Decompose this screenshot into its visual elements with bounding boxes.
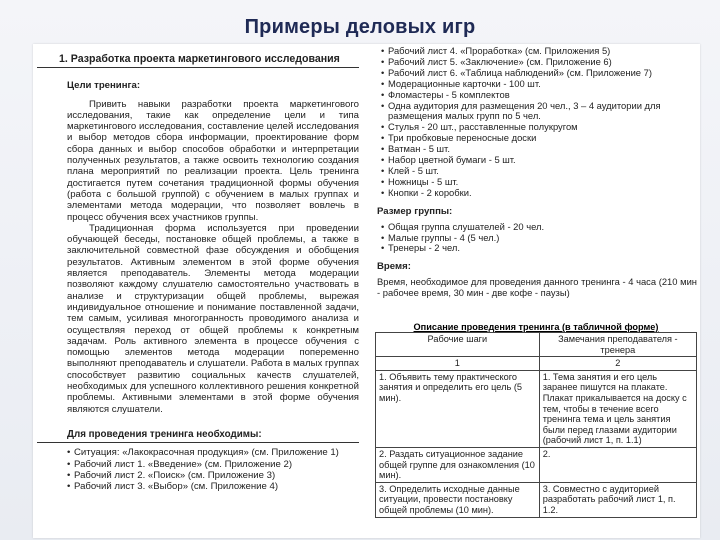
table-row	[376, 370, 697, 447]
training-description-table	[375, 332, 697, 518]
right-column	[373, 46, 697, 299]
needs-heading: Для проведения тренинга необходимы:	[37, 429, 359, 443]
list-item: • Ситуация: «Лакокрасочная продукция» (см. Приложение 1)	[67, 447, 359, 458]
note-cell: 1. Тема занятия и его цель заранее пишутся на плакате. Плакат прикалывается на доску с тем, чтобы в течение всего тренинга тема и цель занятия были перед глазами аудитории (рабочий лист 1, п. 1.1)	[539, 370, 696, 447]
list-item: • Три пробковые переносные доски	[381, 133, 697, 144]
group-size-heading: Размер группы:	[377, 205, 453, 217]
list-item: • Рабочий лист 5. «Заключение» (см. Приложение 6)	[381, 57, 697, 68]
list-item: • Набор цветной бумаги - 5 шт.	[381, 155, 697, 166]
goals-paragraph-2: Традиционная форма используется при проведении обучающей беседы, постановке общей проблемы, а также в заключительной совместной фазе обсуждения и обобщения результатов. Активным элементом в этой форме обучения является преподаватель. Элементы метода модерации позволяют каждому слушателю самостоятельно участвовать в анализе и структуризации общей проблемы, вырежая индивидуальное отношение и понимание поставленной задачи, тем самым, усиливая многогранность проводимого анализа и осуществляя переход от общей проблемы к конкретным задачам. Роль активного элемента в процессе обучения с помощью элементов метода модерации попеременно выполняют преподаватель и слушатели. Работа в малых группах способствует развитию социальных качеств слушателей, необходимых для успешного коллективного решения конкретной проблемы. Активными элементами в этой форме обучения являются слушатели.	[67, 222, 359, 415]
list-item: • Рабочий лист 2. «Поиск» (см. Приложение 3)	[67, 470, 359, 481]
table-row	[376, 482, 697, 517]
step-cell: 1. Объявить тему практического занятия и определить его цель (5 мин).	[376, 370, 540, 447]
list-item: • Одна аудитория для размещения 20 чел., 3 – 4 аудитории для размещения малых групп по 5 чел.	[381, 101, 697, 123]
goals-heading: Цели тренинга:	[67, 80, 141, 92]
list-item: • Общая группа слушателей - 20 чел.	[381, 222, 697, 233]
list-item: • Малые группы - 4 (5 чел.)	[381, 233, 697, 244]
list-item: • Стулья - 20 шт., расставленные полукругом	[381, 122, 697, 133]
list-item: • Рабочий лист 4. «Проработка» (см. Приложения 5)	[381, 46, 697, 57]
note-cell: 3. Совместно с аудиторией разработать рабочий лист 1, п. 1.2.	[539, 482, 696, 517]
list-item: • Кнопки - 2 коробки.	[381, 188, 697, 199]
column-header-notes: Замечания преподавателя - тренера	[539, 333, 696, 357]
step-cell: 2. Раздать ситуационное задание общей группе для ознакомления (10 мин).	[376, 447, 540, 482]
column-number: 1	[376, 357, 540, 371]
time-heading: Время:	[377, 261, 411, 273]
document-heading: 1. Разработка проекта маркетингового исследования	[37, 54, 359, 68]
table-number-row	[376, 357, 697, 371]
needs-list	[37, 447, 359, 492]
resources-list	[373, 46, 697, 199]
table-row	[376, 447, 697, 482]
list-item: • Ножницы - 5 шт.	[381, 177, 697, 188]
document-page	[33, 44, 700, 538]
step-cell: 3. Определить исходные данные ситуации, провести постановку общей проблемы (10 мин).	[376, 482, 540, 517]
list-item: • Рабочий лист 6. «Таблица наблюдений» (см. Приложение 7)	[381, 68, 697, 79]
left-column	[37, 54, 359, 492]
goals-paragraph-1: Привить навыки разработки проекта маркетингового исследования, такие как определение цели и типа маркетингового исследования, составление целей исследования и выбор методов сбора информации, проектирование форм сбора данных и выбор способов обработки и интерпретации полученных результатов, а также освоить технологию создания плана мероприятий по реализации проекта. Цель тренинга достигается путем сочетания традиционной формы обучения (работа с большой группой) с обучением в малых группах и элементами метода модерации, что позволяет вовлечь в процесс обучения всех участников группы.	[67, 98, 359, 223]
note-cell: 2.	[539, 447, 696, 482]
list-item: • Фломастеры - 5 комплектов	[381, 90, 697, 101]
column-header-steps: Рабочие шаги	[376, 333, 540, 357]
group-size-list	[373, 222, 697, 255]
list-item: • Клей - 5 шт.	[381, 166, 697, 177]
column-number: 2	[539, 357, 696, 371]
list-item: • Модерационные карточки - 100 шт.	[381, 79, 697, 90]
list-item: • Рабочий лист 3. «Выбор» (см. Приложение 4)	[67, 481, 359, 492]
list-item: • Тренеры - 2 чел.	[381, 243, 697, 254]
time-text: Время, необходимое для проведения данного тренинга - 4 часа (210 мин - рабочее время, 30 мин - две кофе - паузы)	[377, 276, 697, 299]
table-caption: Описание проведения тренинга (в табличной форме)	[413, 322, 659, 332]
table-header-row	[376, 333, 697, 357]
list-item: • Рабочий лист 1. «Введение» (см. Приложение 2)	[67, 459, 359, 470]
slide-title: Примеры деловых игр	[244, 16, 476, 38]
list-item: • Ватман - 5 шт.	[381, 144, 697, 155]
